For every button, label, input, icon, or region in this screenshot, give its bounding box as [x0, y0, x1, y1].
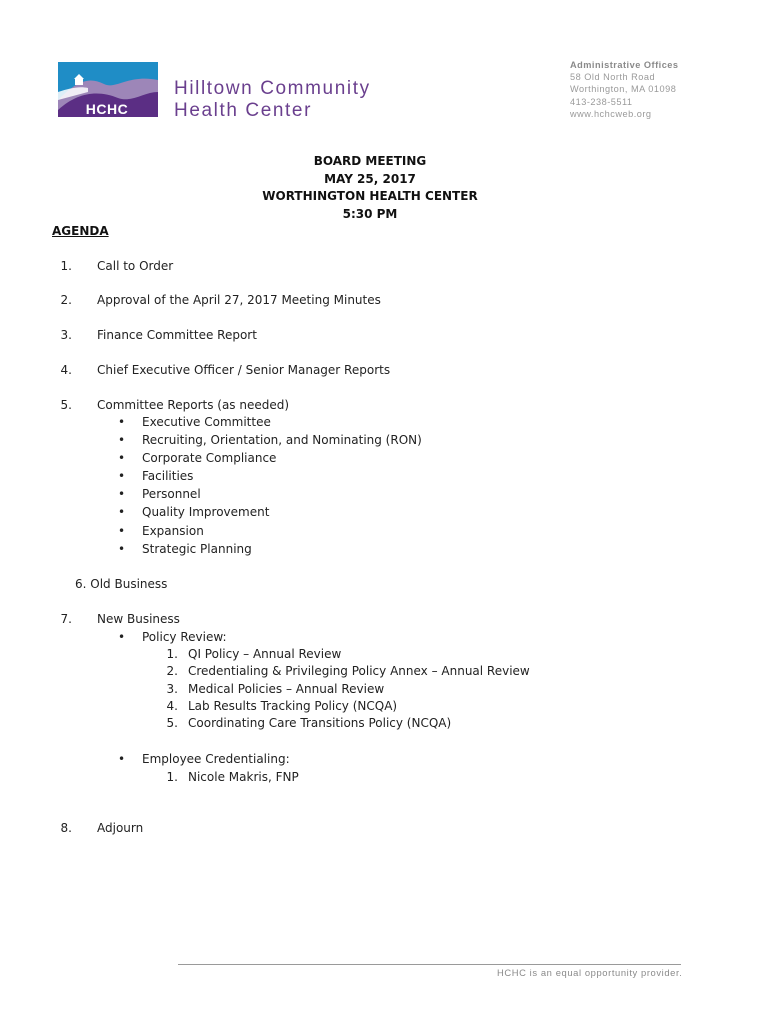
item-text: Call to Order: [97, 259, 174, 273]
item-text: Finance Committee Report: [97, 328, 257, 342]
bullet-text: Recruiting, Orientation, and Nominating (RON): [142, 433, 422, 447]
item-number: 2.: [60, 293, 72, 307]
sub-number: 1.: [166, 770, 178, 784]
footer-divider: [178, 964, 681, 965]
item-text: Chief Executive Officer / Senior Manager Reports: [97, 363, 391, 377]
org-name-line1: Hilltown Community: [174, 78, 371, 99]
item-number: 4.: [60, 363, 72, 377]
list-item: [118, 524, 204, 539]
meeting-location: WORTHINGTON HEALTH CENTER: [262, 189, 478, 203]
bullet-icon: •: [118, 542, 126, 556]
list-item: [118, 415, 271, 430]
address-phone: 413-238-5511: [570, 96, 633, 107]
bullet-text: Quality Improvement: [142, 505, 270, 519]
agenda-heading: AGENDA: [52, 224, 109, 238]
item-number: 7.: [60, 612, 72, 626]
bullet-icon: •: [118, 524, 126, 538]
list-item: [118, 505, 270, 520]
item-text: New Business: [97, 612, 180, 626]
item-text: Approval of the April 27, 2017 Meeting Minutes: [97, 293, 381, 307]
sub-text: Credentialing & Privileging Policy Annex – Annual Review: [188, 664, 530, 678]
sub-number: 1.: [166, 647, 178, 661]
bullet-icon: •: [118, 752, 126, 766]
meeting-date: MAY 25, 2017: [324, 171, 416, 186]
bullet-icon: •: [118, 487, 126, 501]
sub-number: 4.: [166, 699, 178, 713]
item-number: 5.: [60, 398, 72, 412]
list-item: [118, 433, 422, 448]
item-text: Adjourn: [97, 821, 144, 835]
list-item: [118, 542, 252, 557]
address-web: www.hchcweb.org: [570, 108, 652, 119]
bullet-text: Policy Review:: [142, 630, 227, 644]
bullet-icon: •: [118, 451, 126, 465]
address-block: [570, 59, 679, 120]
sub-text: QI Policy – Annual Review: [188, 647, 342, 661]
meeting-header: [0, 153, 740, 223]
list-item: [118, 469, 194, 484]
meeting-time: 5:30 PM: [342, 206, 398, 221]
footer-text: HCHC is an equal opportunity provider.: [497, 967, 683, 978]
bullet-icon: •: [118, 505, 126, 519]
address-heading: Administrative Offices: [570, 60, 679, 70]
list-item: [118, 487, 201, 502]
bullet-text: Employee Credentialing:: [142, 752, 290, 766]
list-item: [118, 451, 277, 466]
item-number: 3.: [60, 328, 72, 342]
sub-text: Medical Policies – Annual Review: [188, 682, 385, 696]
agenda-item-6: 6. Old Business: [75, 577, 168, 591]
org-name-line2: Health Center: [174, 100, 313, 121]
bullet-icon: •: [118, 433, 126, 447]
bullet-text: Strategic Planning: [142, 542, 252, 556]
hchc-logo: [58, 62, 158, 117]
item-text: Committee Reports (as needed): [97, 398, 290, 412]
sub-text: Lab Results Tracking Policy (NCQA): [188, 699, 398, 713]
bullet-text: Personnel: [142, 487, 201, 501]
bullet-icon: •: [118, 469, 126, 483]
bullet-icon: •: [118, 415, 126, 429]
policy-review-bullet: [118, 630, 227, 645]
bullet-text: Expansion: [142, 524, 204, 538]
item-number: 8.: [60, 821, 72, 835]
address-street: 58 Old North Road: [570, 72, 656, 83]
bullet-text: Corporate Compliance: [142, 451, 277, 465]
sub-text: Nicole Makris, FNP: [188, 770, 299, 784]
bullet-text: Executive Committee: [142, 415, 271, 429]
bullet-icon: •: [118, 630, 126, 644]
logo-text: HCHC: [85, 101, 129, 117]
organization-name: [174, 78, 371, 122]
sub-number: 5.: [166, 716, 178, 730]
item-number: 1.: [60, 259, 72, 273]
sub-number: 2.: [166, 664, 178, 678]
bullet-text: Facilities: [142, 469, 194, 483]
sub-text: Coordinating Care Transitions Policy (NCQA): [188, 716, 452, 730]
meeting-title: BOARD MEETING: [313, 154, 427, 168]
sub-number: 3.: [166, 682, 178, 696]
address-city: Worthington, MA 01098: [570, 84, 677, 95]
employee-credentialing-bullet: [118, 752, 290, 767]
